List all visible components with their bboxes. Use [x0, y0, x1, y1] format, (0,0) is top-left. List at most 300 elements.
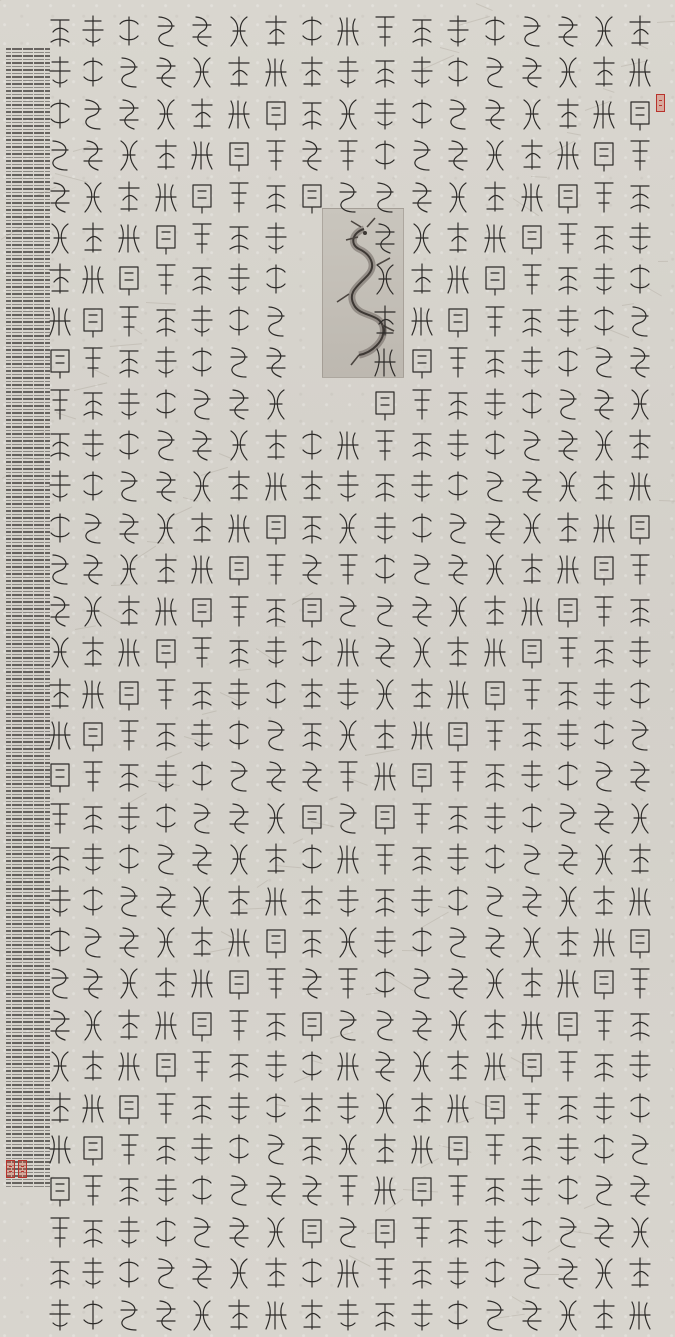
- seal-script-character: [441, 95, 475, 133]
- seal-script-character: [551, 136, 585, 174]
- seal-script-character: [185, 1296, 219, 1334]
- seal-script-character: [368, 716, 402, 754]
- seal-script-character: [112, 1089, 146, 1127]
- seal-script-character: [76, 1296, 110, 1334]
- seal-script-character: [515, 260, 549, 298]
- seal-script-character: [112, 1213, 146, 1251]
- seal-script-character: [368, 1254, 402, 1292]
- seal-script-character: [331, 1006, 365, 1044]
- seal-script-character: [43, 178, 77, 216]
- seal-script-character: [478, 633, 512, 671]
- seal-script-character: [515, 426, 549, 464]
- seal-script-character: [551, 95, 585, 133]
- seal-script-character: [405, 1130, 439, 1168]
- seal-script-character: [331, 716, 365, 754]
- seal-script-character: [43, 1089, 77, 1127]
- seal-script-character: [368, 592, 402, 630]
- seal-script-character: [112, 923, 146, 961]
- seal-script-character: [515, 923, 549, 961]
- seal-script-character: [515, 1296, 549, 1334]
- seal-script-character: [368, 12, 402, 50]
- seal-script-character: [331, 550, 365, 588]
- seal-script-character: [112, 53, 146, 91]
- seal-script-character: [587, 467, 621, 505]
- seal-script-character: [43, 509, 77, 547]
- seal-script-character: [405, 716, 439, 754]
- seal-script-character: [331, 923, 365, 961]
- seal-script-character: [112, 592, 146, 630]
- seal-script-character: [43, 592, 77, 630]
- colophon-column: [23, 48, 28, 1188]
- seal-script-character: [43, 219, 77, 257]
- seal-script-character: [76, 219, 110, 257]
- seal-script-character: [185, 1254, 219, 1292]
- seal-script-character: [43, 757, 77, 795]
- seal-script-character: [478, 757, 512, 795]
- seal-script-character: [368, 1171, 402, 1209]
- seal-script-character: [259, 757, 293, 795]
- seal-script-character: [222, 633, 256, 671]
- seal-script-character: [259, 675, 293, 713]
- seal-script-character: [76, 467, 110, 505]
- seal-script-character: [76, 1006, 110, 1044]
- seal-script-character: [405, 219, 439, 257]
- seal-script-character: [259, 426, 293, 464]
- seal-mark: [6, 1160, 15, 1178]
- seal-script-character: [405, 136, 439, 174]
- seal-script-character: [441, 302, 475, 340]
- seal-script-character: [185, 136, 219, 174]
- seal-script-character: [222, 302, 256, 340]
- seal-script-character: [185, 675, 219, 713]
- seal-script-character: [623, 1213, 657, 1251]
- seal-script-character: [112, 799, 146, 837]
- seal-script-character: [368, 1089, 402, 1127]
- seal-script-character: [43, 633, 77, 671]
- seal-script-character: [515, 675, 549, 713]
- seal-script-character: [478, 260, 512, 298]
- seal-script-character: [185, 550, 219, 588]
- seal-script-character: [551, 385, 585, 423]
- seal-script-character: [587, 757, 621, 795]
- seal-script-character: [43, 12, 77, 50]
- seal-script-character: [623, 12, 657, 50]
- seal-script-character: [405, 178, 439, 216]
- seal-script-character: [149, 343, 183, 381]
- seal-script-character: [587, 178, 621, 216]
- seal-script-character: [587, 592, 621, 630]
- seal-script-character: [551, 757, 585, 795]
- seal-script-character: [587, 1089, 621, 1127]
- seal-script-character: [112, 1047, 146, 1085]
- seal-script-character: [478, 509, 512, 547]
- seal-script-character: [259, 964, 293, 1002]
- seal-script-character: [259, 53, 293, 91]
- seal-script-character: [295, 799, 329, 837]
- seal-script-character: [295, 136, 329, 174]
- seal-script-character: [149, 53, 183, 91]
- seal-script-column: [366, 12, 404, 1334]
- seal-script-character: [368, 840, 402, 878]
- seal-script-character: [587, 799, 621, 837]
- colophon-column: [12, 48, 17, 1188]
- seal-script-character: [76, 1213, 110, 1251]
- seal-script-character: [185, 53, 219, 91]
- seal-script-character: [185, 882, 219, 920]
- seal-script-character: [185, 1047, 219, 1085]
- seal-script-character: [515, 964, 549, 1002]
- seal-script-character: [222, 178, 256, 216]
- paper-fiber: [476, 3, 493, 11]
- seal-script-character: [112, 716, 146, 754]
- seal-script-character: [259, 178, 293, 216]
- seal-script-character: [478, 343, 512, 381]
- seal-script-character: [43, 799, 77, 837]
- seal-script-character: [331, 178, 365, 216]
- seal-script-character: [405, 1254, 439, 1292]
- seal-script-character: [259, 1089, 293, 1127]
- seal-script-character: [623, 840, 657, 878]
- seal-script-character: [478, 964, 512, 1002]
- seal-script-character: [149, 95, 183, 133]
- seal-script-character: [551, 426, 585, 464]
- seal-script-character: [259, 302, 293, 340]
- seal-script-character: [623, 1296, 657, 1334]
- seal-script-character: [222, 550, 256, 588]
- seal-script-character: [43, 550, 77, 588]
- seal-script-character: [441, 467, 475, 505]
- seal-script-character: [405, 385, 439, 423]
- seal-script-character: [331, 633, 365, 671]
- seal-script-character: [43, 1171, 77, 1209]
- seal-script-character: [623, 426, 657, 464]
- seal-script-character: [331, 1130, 365, 1168]
- seal-script-character: [515, 343, 549, 381]
- seal-script-character: [587, 1171, 621, 1209]
- seal-script-character: [551, 716, 585, 754]
- seal-script-character: [76, 964, 110, 1002]
- seal-script-character: [478, 53, 512, 91]
- seal-script-character: [551, 550, 585, 588]
- seal-script-character: [295, 467, 329, 505]
- seal-script-character: [441, 1213, 475, 1251]
- seal-script-character: [149, 219, 183, 257]
- seal-script-character: [623, 675, 657, 713]
- seal-script-character: [222, 1296, 256, 1334]
- seal-script-character: [405, 12, 439, 50]
- seal-script-character: [222, 1006, 256, 1044]
- seal-script-character: [551, 509, 585, 547]
- seal-script-character: [441, 343, 475, 381]
- seal-script-character: [478, 716, 512, 754]
- seal-script-character: [441, 1089, 475, 1127]
- seal-script-character: [441, 964, 475, 1002]
- seal-script-character: [259, 1130, 293, 1168]
- seal-script-character: [112, 426, 146, 464]
- seal-script-character: [405, 757, 439, 795]
- seal-script-character: [551, 219, 585, 257]
- seal-script-character: [222, 53, 256, 91]
- seal-script-character: [185, 757, 219, 795]
- seal-script-character: [623, 178, 657, 216]
- seal-script-character: [623, 923, 657, 961]
- seal-script-character: [623, 799, 657, 837]
- seal-script-character: [623, 509, 657, 547]
- seal-script-character: [478, 923, 512, 961]
- seal-script-character: [259, 1213, 293, 1251]
- seal-script-character: [331, 882, 365, 920]
- seal-script-character: [623, 1130, 657, 1168]
- seal-script-character: [185, 633, 219, 671]
- seal-script-character: [331, 1171, 365, 1209]
- seal-script-character: [295, 550, 329, 588]
- seal-script-character: [478, 799, 512, 837]
- seal-script-character: [405, 343, 439, 381]
- seal-script-character: [43, 964, 77, 1002]
- seal-script-character: [623, 1047, 657, 1085]
- seal-script-character: [515, 1171, 549, 1209]
- seal-script-character: [551, 882, 585, 920]
- paper-fiber: [657, 20, 675, 23]
- seal-script-character: [515, 840, 549, 878]
- seal-script-character: [441, 923, 475, 961]
- seal-script-character: [185, 923, 219, 961]
- seal-script-character: [551, 1296, 585, 1334]
- seal-script-character: [551, 840, 585, 878]
- seal-script-character: [43, 1006, 77, 1044]
- seal-script-character: [587, 840, 621, 878]
- seal-script-character: [331, 509, 365, 547]
- seal-script-character: [515, 1213, 549, 1251]
- seal-script-character: [295, 53, 329, 91]
- seal-script-character: [43, 426, 77, 464]
- seal-script-character: [295, 675, 329, 713]
- seal-script-character: [478, 1254, 512, 1292]
- seal-script-character: [222, 923, 256, 961]
- seal-script-character: [185, 716, 219, 754]
- seal-script-character: [185, 219, 219, 257]
- seal-script-character: [587, 633, 621, 671]
- seal-script-character: [149, 716, 183, 754]
- seal-script-character: [587, 385, 621, 423]
- seal-script-character: [43, 1296, 77, 1334]
- seal-script-character: [295, 633, 329, 671]
- seal-script-character: [368, 467, 402, 505]
- seal-script-character: [441, 592, 475, 630]
- seal-script-character: [295, 923, 329, 961]
- seal-script-column: [110, 12, 148, 1334]
- seal-script-character: [551, 592, 585, 630]
- colophon-column: [6, 48, 11, 1188]
- seal-script-character: [76, 1254, 110, 1292]
- seal-script-character: [295, 426, 329, 464]
- seal-script-character: [76, 1047, 110, 1085]
- seal-script-character: [478, 840, 512, 878]
- seal-script-character: [331, 592, 365, 630]
- seal-script-character: [149, 260, 183, 298]
- seal-script-character: [76, 882, 110, 920]
- seal-script-character: [515, 385, 549, 423]
- seal-script-character: [331, 1213, 365, 1251]
- seal-script-column: [220, 12, 258, 1334]
- seal-script-character: [551, 633, 585, 671]
- seal-script-character: [368, 343, 402, 381]
- seal-script-character: [222, 757, 256, 795]
- seal-script-character: [76, 12, 110, 50]
- seal-script-character: [76, 343, 110, 381]
- seal-script-character: [405, 53, 439, 91]
- seal-script-character: [405, 1296, 439, 1334]
- seal-script-character: [368, 95, 402, 133]
- seal-script-character: [149, 467, 183, 505]
- seal-script-character: [623, 1006, 657, 1044]
- seal-script-character: [259, 1006, 293, 1044]
- seal-script-character: [368, 509, 402, 547]
- seal-script-character: [478, 1213, 512, 1251]
- seal-script-character: [515, 95, 549, 133]
- seal-script-character: [149, 799, 183, 837]
- seal-script-character: [222, 964, 256, 1002]
- seal-script-character: [112, 675, 146, 713]
- seal-mark: [18, 1160, 27, 1178]
- seal-script-character: [587, 1213, 621, 1251]
- seal-script-character: [331, 757, 365, 795]
- seal-script-character: [112, 302, 146, 340]
- seal-script-character: [551, 12, 585, 50]
- seal-script-character: [587, 426, 621, 464]
- seal-script-character: [295, 964, 329, 1002]
- seal-script-character: [112, 385, 146, 423]
- seal-script-character: [222, 716, 256, 754]
- seal-script-character: [295, 12, 329, 50]
- seal-script-character: [368, 1296, 402, 1334]
- seal-script-character: [587, 12, 621, 50]
- seal-script-character: [149, 1130, 183, 1168]
- seal-script-character: [441, 1254, 475, 1292]
- seal-script-character: [112, 219, 146, 257]
- seal-script-character: [515, 882, 549, 920]
- seal-script-character: [295, 178, 329, 216]
- seal-script-character: [515, 1006, 549, 1044]
- seal-script-character: [331, 1296, 365, 1334]
- seal-script-character: [405, 1213, 439, 1251]
- seal-script-character: [222, 260, 256, 298]
- seal-script-character: [43, 840, 77, 878]
- seal-script-character: [295, 592, 329, 630]
- seal-script-character: [185, 467, 219, 505]
- seal-script-character: [623, 53, 657, 91]
- seal-script-character: [441, 1006, 475, 1044]
- seal-script-character: [259, 509, 293, 547]
- seal-script-character: [222, 467, 256, 505]
- seal-script-column: [513, 12, 551, 1334]
- seal-script-character: [478, 385, 512, 423]
- seal-script-character: [149, 1254, 183, 1292]
- seal-script-character: [478, 1047, 512, 1085]
- seal-script-column: [147, 12, 185, 1334]
- seal-script-character: [478, 592, 512, 630]
- seal-script-character: [259, 633, 293, 671]
- seal-script-character: [295, 1089, 329, 1127]
- seal-script-character: [441, 1296, 475, 1334]
- seal-script-character: [405, 882, 439, 920]
- seal-script-character: [551, 53, 585, 91]
- seal-script-character: [76, 385, 110, 423]
- seal-script-character: [331, 964, 365, 1002]
- seal-script-character: [551, 1089, 585, 1127]
- seal-script-character: [405, 1047, 439, 1085]
- seal-script-character: [405, 509, 439, 547]
- seal-script-character: [587, 550, 621, 588]
- seal-script-column: [621, 12, 659, 1334]
- seal-script-character: [259, 592, 293, 630]
- seal-script-character: [478, 178, 512, 216]
- seal-script-character: [623, 633, 657, 671]
- seal-script-character: [222, 426, 256, 464]
- seal-script-character: [623, 550, 657, 588]
- seal-script-character: [149, 550, 183, 588]
- seal-script-character: [185, 592, 219, 630]
- seal-script-character: [551, 1254, 585, 1292]
- seal-script-character: [515, 799, 549, 837]
- seal-script-character: [295, 1254, 329, 1292]
- seal-script-character: [43, 1130, 77, 1168]
- seal-script-character: [478, 1171, 512, 1209]
- seal-script-character: [405, 426, 439, 464]
- seal-script-character: [441, 219, 475, 257]
- seal-script-character: [623, 136, 657, 174]
- seal-script-character: [478, 12, 512, 50]
- seal-script-character: [551, 343, 585, 381]
- seal-script-character: [149, 923, 183, 961]
- seal-script-character: [515, 1254, 549, 1292]
- seal-script-character: [222, 882, 256, 920]
- seal-script-character: [515, 302, 549, 340]
- seal-script-character: [331, 467, 365, 505]
- seal-script-character: [43, 53, 77, 91]
- seal-script-character: [405, 592, 439, 630]
- seal-script-character: [295, 1296, 329, 1334]
- seal-script-character: [441, 53, 475, 91]
- seal-script-character: [222, 1047, 256, 1085]
- seal-script-character: [149, 757, 183, 795]
- colophon-column: [17, 48, 22, 1188]
- seal-script-character: [551, 467, 585, 505]
- seal-script-character: [551, 923, 585, 961]
- seal-script-character: [368, 1006, 402, 1044]
- seal-script-character: [295, 509, 329, 547]
- seal-script-character: [185, 12, 219, 50]
- seal-script-character: [441, 1130, 475, 1168]
- seal-script-character: [331, 675, 365, 713]
- seal-script-character: [149, 882, 183, 920]
- seal-script-character: [587, 302, 621, 340]
- seal-script-character: [515, 178, 549, 216]
- seal-script-character: [478, 675, 512, 713]
- seal-script-character: [185, 1171, 219, 1209]
- seal-script-character: [405, 1171, 439, 1209]
- seal-script-character: [295, 95, 329, 133]
- seal-script-character: [295, 1006, 329, 1044]
- seal-script-character: [331, 426, 365, 464]
- seal-script-character: [43, 1047, 77, 1085]
- seal-script-character: [259, 1047, 293, 1085]
- seal-script-character: [441, 260, 475, 298]
- seal-script-character: [222, 1254, 256, 1292]
- seal-script-character: [368, 178, 402, 216]
- seal-script-character: [515, 1047, 549, 1085]
- seal-script-character: [441, 509, 475, 547]
